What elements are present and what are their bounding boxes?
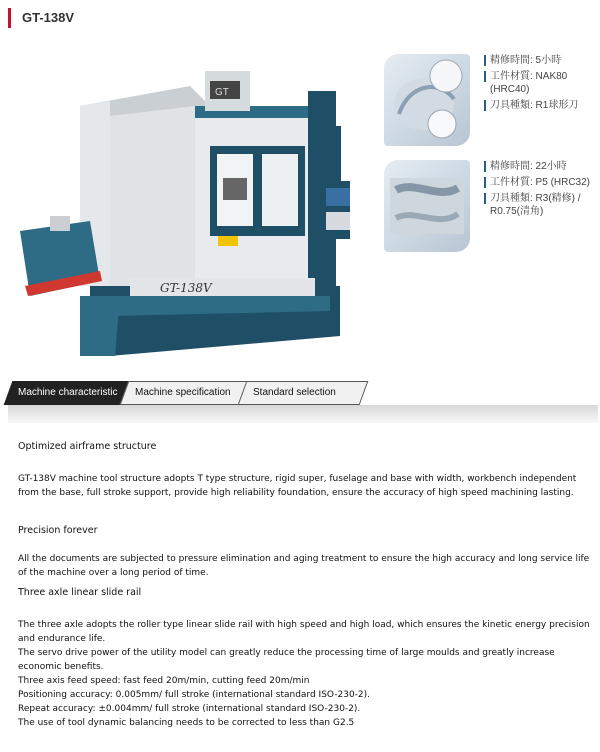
part-image-1	[384, 54, 470, 146]
part-image-2	[384, 160, 470, 252]
tab-standard-selection[interactable]	[238, 381, 369, 405]
section3-title: Three axle linear slide rail	[18, 587, 142, 598]
part1-tool: 刀具種類: R1球形刀	[484, 99, 596, 112]
title-accent	[8, 8, 11, 28]
section2-body: All the documents are subjected to pressure elimination and aging treatment to ensure the high accuracy and long service life of the machine over a long period of time.	[18, 554, 590, 578]
section3-line6: The use of tool dynamic balancing needs to be corrected to less than G2.5	[18, 718, 355, 728]
tab-label: Standard selection	[253, 387, 336, 398]
section1-body: GT-138V machine tool structure adopts T type structure, rigid super, fuselage and base with width, workbench independent from the base, full stroke support, provide high reliability foundation, ensure the accuracy of high speed machining lasting.	[18, 474, 577, 498]
part2-tool: 刀具種類: R3(精修) / R0.75(清角)	[484, 192, 596, 218]
page-title: GT-138V	[22, 10, 75, 25]
machine-badge: GT-138V	[160, 281, 212, 295]
tab-label: Machine characteristic	[18, 387, 118, 398]
part2-material: 工件材質: P5 (HRC32)	[484, 176, 596, 189]
section3-line3: Three axis feed speed: fast feed 20m/min, cutting feed 20m/min	[18, 676, 310, 686]
content	[18, 440, 590, 730]
section3-line4: Positioning accuracy: 0.005mm/ full stroke (international standard ISO-230-2).	[18, 690, 371, 700]
part1-time: 精修時間: 5小時	[484, 54, 596, 67]
tab-machine-specification[interactable]	[120, 381, 259, 405]
section3-line1: The three axle adopts the roller type linear slide rail with high speed and high load, which ensures the kinetic energy precision and endurance life.	[18, 620, 590, 644]
part-card-1	[384, 54, 596, 150]
section3-line5: Repeat accuracy: ±0.004mm/ full stroke (international standard ISO-230-2).	[18, 704, 361, 714]
section3-line2: The servo drive power of the utility model can greatly reduce the processing time of large moulds and greatly increase economic benefits.	[18, 648, 555, 672]
tab-strip	[8, 405, 598, 423]
machine-image	[20, 66, 350, 366]
tab-bar	[8, 381, 598, 405]
part-card-2	[384, 160, 596, 256]
part1-material: 工件材質: NAK80 (HRC40)	[484, 70, 596, 96]
tab-label: Machine specification	[135, 387, 231, 398]
part2-time: 精修時間: 22小時	[484, 160, 596, 173]
svg-text:GT: GT	[215, 87, 229, 98]
tab-machine-characteristic[interactable]	[4, 381, 139, 405]
section1-title: Optimized airframe structure	[18, 441, 157, 452]
section2-title: Precision forever	[18, 525, 98, 536]
